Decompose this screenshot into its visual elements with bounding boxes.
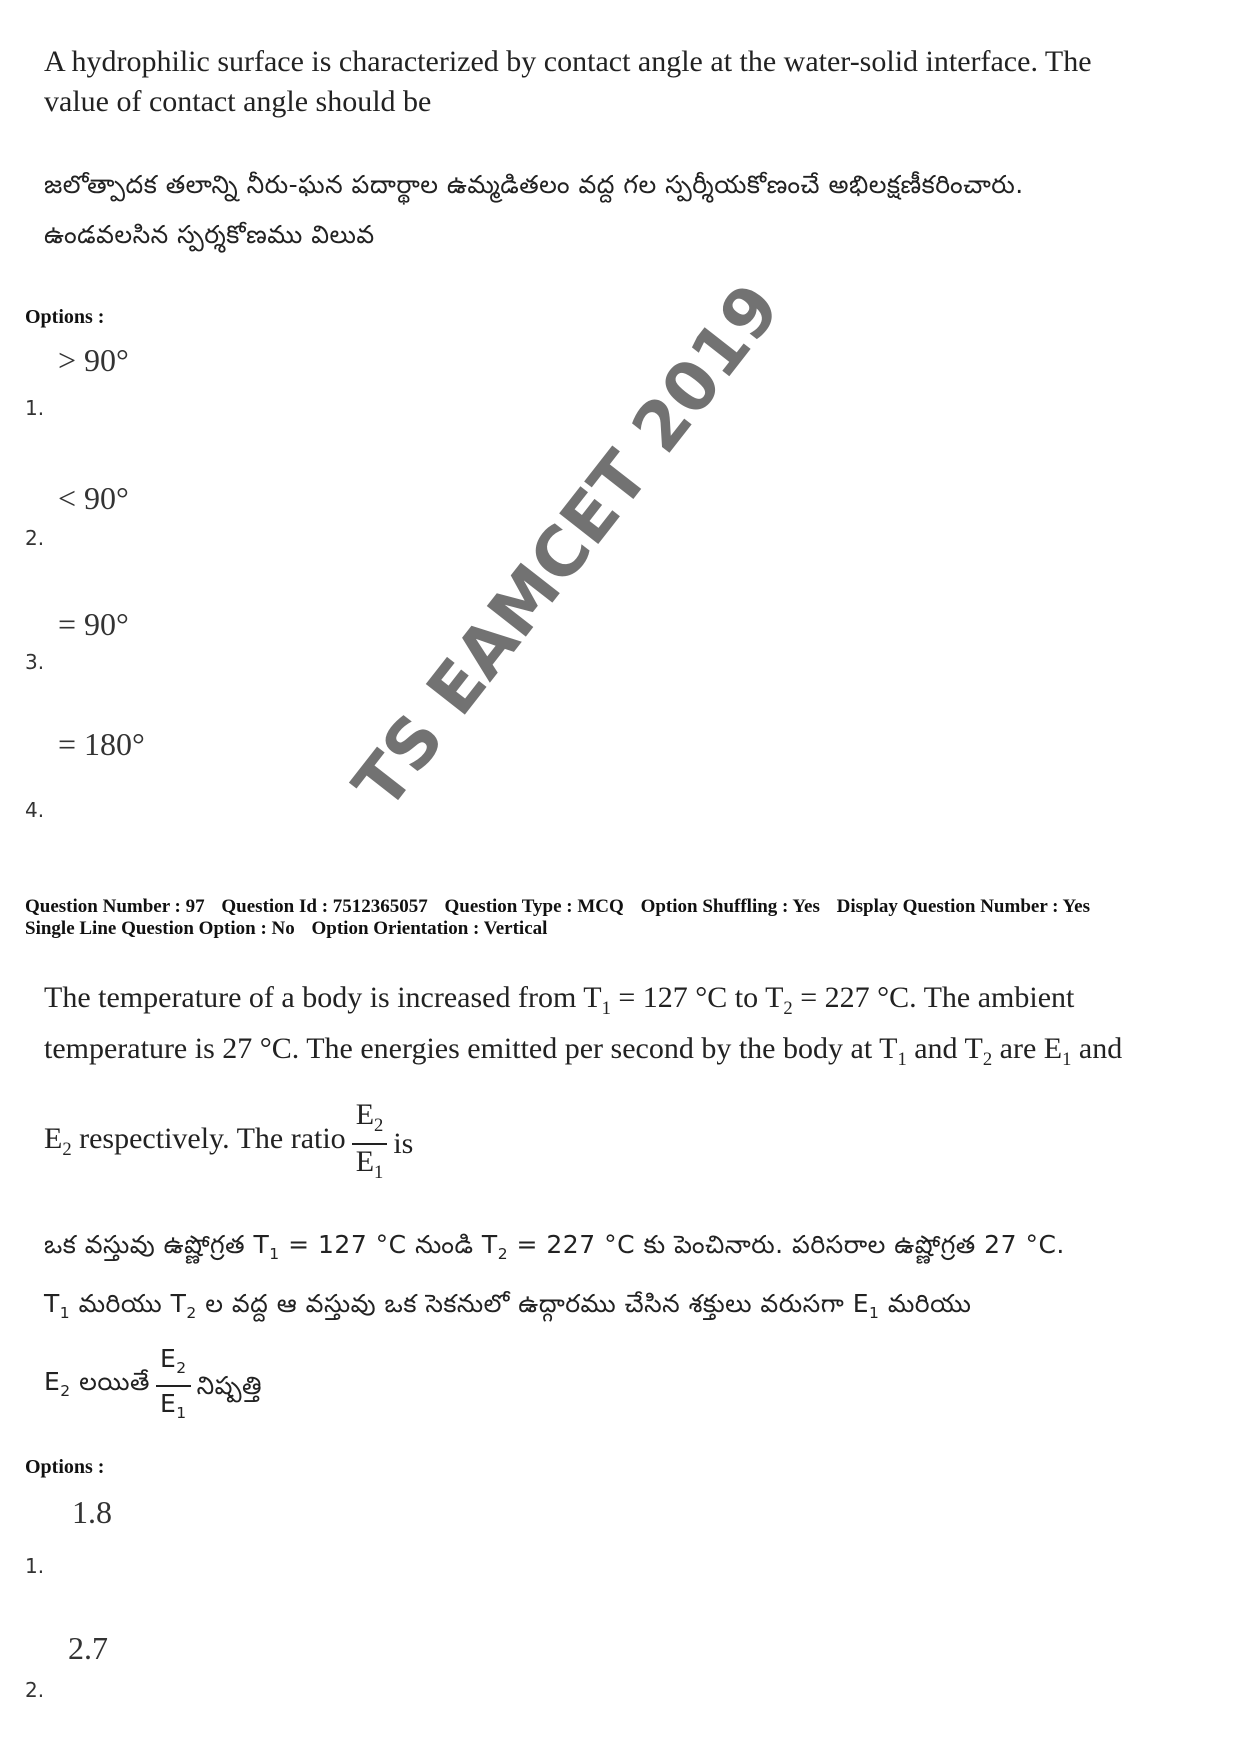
telugu-energy-ratio-fraction: $\frac{E_2}{E_1}$ (156, 1342, 191, 1430)
q96-telugu-line-1: జలోత్పాదక తలాన్ని నీరు-ఘన పదార్థాల ఉమ్మడితలం వద్ద గల స్పర్శీయకోణంచే అభిలక్షణీకరించారు. (44, 170, 1024, 199)
q97-telugu-text (44, 1220, 1174, 1430)
q97-option-2-value[interactable]: 2.7 (68, 1630, 108, 1666)
q96-english-line-2: value of contact angle should be (44, 85, 432, 118)
q96-english-text (44, 42, 1174, 122)
question-type: Question Type : MCQ (444, 896, 624, 917)
question-number: Question Number : 97 (25, 896, 205, 917)
q96-telugu-text (44, 160, 1174, 260)
question-id: Question Id : 7512365057 (221, 896, 428, 917)
display-question-number: Display Question Number : Yes (836, 896, 1090, 917)
q97-metadata (25, 896, 1225, 940)
q97-metadata-line-2 (25, 918, 1225, 940)
q96-english-line-1: A hydrophilic surface is characterized by contact angle at the water-solid interface. The (44, 45, 1092, 78)
q97-telugu-line-3: $E_2$ లయితే $\frac{E_2}{E_1}$ నిష్పత్తి (44, 1342, 1174, 1430)
watermark: TS EAMCET 2019 (338, 269, 797, 824)
q97-option-1-number: 1. (25, 1554, 45, 1578)
q97-option-2-number: 2. (25, 1678, 45, 1702)
option-shuffling: Option Shuffling : Yes (640, 896, 820, 917)
energy-ratio-fraction: $\frac{E_2}{E_1}$ (352, 1098, 388, 1190)
q97-english-text (44, 978, 1174, 1190)
option-orientation: Option Orientation : Vertical (311, 918, 548, 939)
q97-english-line-1: The temperature of a body is increased from $T_1 = 127$ °C to $T_2 = 227$ °C. The ambient (44, 981, 1075, 1019)
q96-option-2-number: 2. (25, 526, 45, 550)
single-line-question-option: Single Line Question Option : No (25, 918, 295, 939)
q96-options-label: Options : (25, 306, 105, 328)
q96-telugu-line-2: ఉండవలసిన స్పర్శకోణము విలువ (44, 220, 375, 249)
q96-option-1-number: 1. (25, 396, 45, 420)
q97-options-label: Options : (25, 1456, 105, 1478)
q96-option-1-value[interactable]: > 90° (58, 342, 129, 378)
q96-option-4-value[interactable]: = 180° (58, 726, 145, 762)
q96-option-3-number: 3. (25, 650, 45, 674)
q96-option-2-value[interactable]: < 90° (58, 480, 129, 516)
q97-telugu-line-2: $T_1$ మరియు $T_2$ ల వద్ద ఆ వస్తువు ఒక సెకనులో ఉద్గారము చేసిన శక్తులు వరుసగా $E_1$ మరియు (44, 1289, 972, 1322)
q97-english-line-3: $E_2$ respectively. The ratio $\frac{E_2}{E_1}$ is (44, 1098, 1174, 1190)
q96-option-4-number: 4. (25, 798, 45, 822)
q97-telugu-line-1: ఒక వస్తువు ఉష్ణోగ్రత $T_1 = 127$ °C నుండి $T_2 = 227$ °C కు పెంచినారు. పరిసరాల ఉష్ణోగ్రత 27 °C. (44, 1230, 1065, 1263)
q97-option-1-value[interactable]: 1.8 (72, 1494, 112, 1530)
q97-metadata-line-1 (25, 896, 1225, 918)
q96-option-3-value[interactable]: = 90° (58, 606, 129, 642)
q97-english-line-2: temperature is 27 °C. The energies emitted per second by the body at $T_1$ and $T_2$ are $E_1$ and (44, 1032, 1123, 1070)
